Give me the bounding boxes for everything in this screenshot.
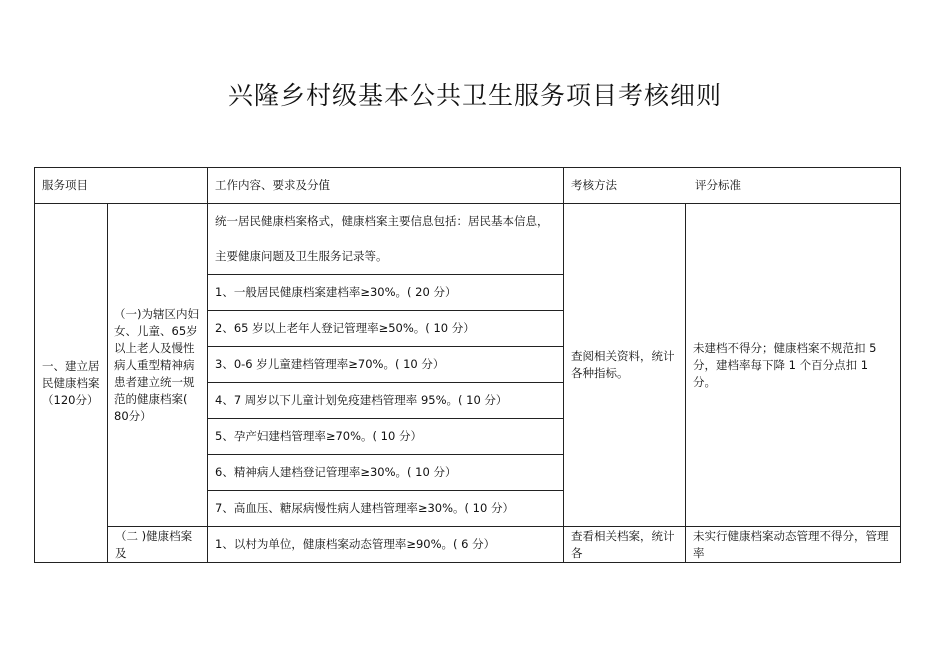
- header-assess-method: 考核方法: [571, 178, 617, 192]
- page-title: 兴隆乡村级基本公共卫生服务项目考核细则: [227, 81, 722, 110]
- table-header-row: [35, 168, 901, 204]
- header-service-item: 服务项目: [35, 168, 208, 204]
- subcategory-unified-records: （一)为辖区内妇女、儿童、65岁以上老人及慢性病人重型精神病患者建立统一规范的健康档案( 80分）: [108, 204, 208, 527]
- work-item-3: 3、0-6 岁儿童建档管理率≥70%。( 10 分）: [208, 347, 564, 383]
- header-method-standard: [564, 168, 901, 204]
- work-item-2: 2、65 岁以上老年人登记管理率≥50%。( 10 分）: [208, 311, 564, 347]
- header-score-standard: 评分标准: [695, 178, 741, 192]
- table-row: [35, 527, 901, 563]
- work-item-1: 1、一般居民健康档案建档率≥30%。( 20 分）: [208, 275, 564, 311]
- work-item-4: 4、7 周岁以下儿童计划免疫建档管理率 95%。( 10 分）: [208, 383, 564, 419]
- work-item-6: 6、精神病人建档登记管理率≥30%。( 10 分）: [208, 455, 564, 491]
- assessment-table: [34, 167, 901, 563]
- work-item-7: 7、高血压、糖尿病慢性病人建档管理率≥30%。( 10 分）: [208, 491, 564, 527]
- category-health-records: 一、建立居民健康档案（120分）: [35, 204, 108, 563]
- work-intro: 统一居民健康档案格式，健康档案主要信息包括：居民基本信息，主要健康问题及卫生服务记录等。: [208, 204, 564, 275]
- work-item-5: 5、孕产妇建档管理率≥70%。( 10 分）: [208, 419, 564, 455]
- assess-method-1: 查阅相关资料，统计各种指标。: [564, 204, 686, 527]
- score-standard-2: 未实行健康档案动态管理不得分，管理率: [686, 527, 901, 563]
- assess-method-2: 查看相关档案，统计各: [564, 527, 686, 563]
- work-item-2-1: 1、以村为单位，健康档案动态管理率≥90%。( 6 分）: [208, 527, 564, 563]
- subcategory-records-management: （二 )健康档案及: [108, 527, 208, 563]
- table-row: [35, 204, 901, 275]
- score-standard-1: 未建档不得分；健康档案不规范扣 5 分，建档率每下降 1 个百分点扣 1 分。: [686, 204, 901, 527]
- header-work-content: 工作内容、要求及分值: [208, 168, 564, 204]
